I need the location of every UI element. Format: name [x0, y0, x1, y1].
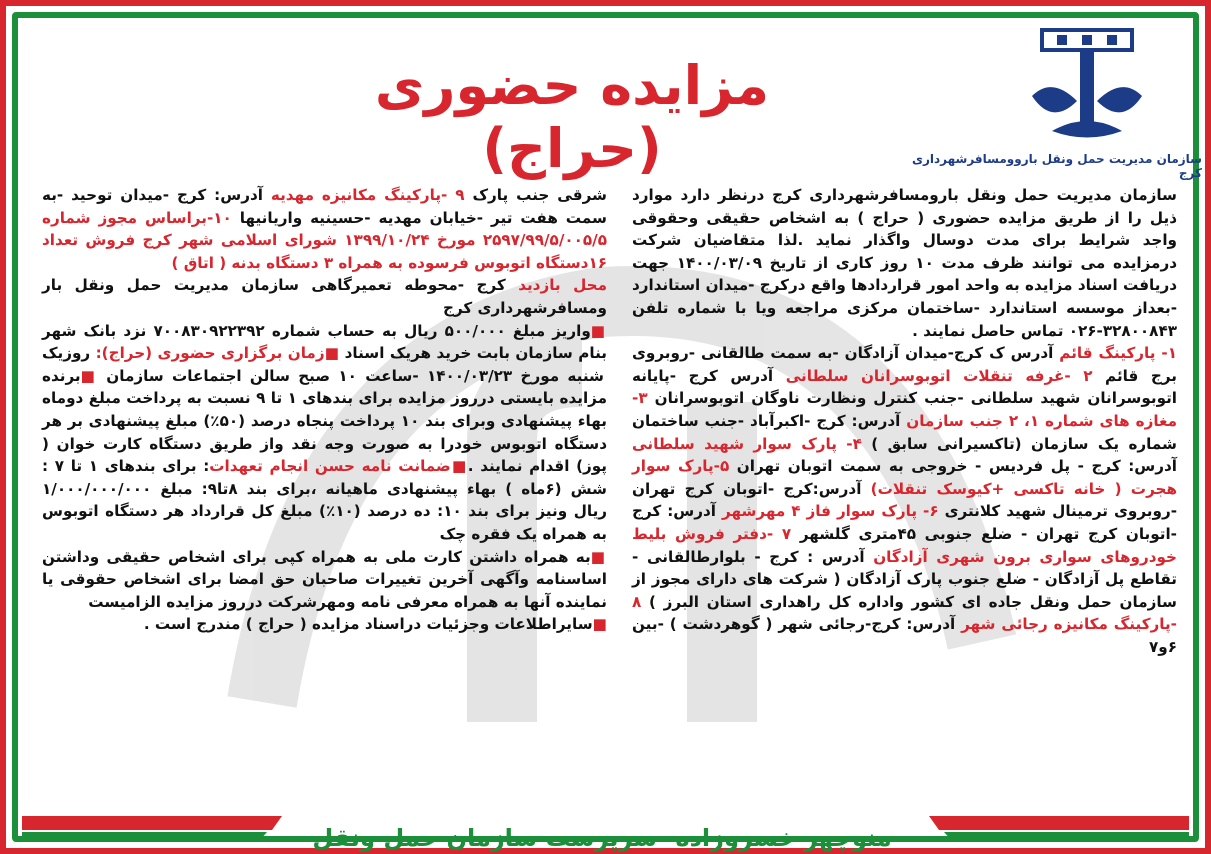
guarantee-text: : برای بندهای ۱ تا ۷ : شش (۶ماه ) بهاء پیشنهادی ماهیانه ،برای بند ۸تا۹: مبلغ ۱/۰۰۰/۰۰۰/۰۰۰ ریال ونیز برای بند ۱۰: ده درصد (۱۰٪) مبلغ کل قرارداد هر دستگاه اتوبوس به همراه یک فقره چک [42, 457, 608, 543]
time-title: زمان برگزاری حضوری (حراج): [95, 344, 325, 363]
bullet-icon: ■ [592, 615, 607, 634]
item-4-title: ۴- پارک سوار شهید سلطانی [632, 434, 862, 453]
footer-swoosh-left-icon [22, 812, 282, 842]
org-logo-icon [1022, 26, 1152, 146]
left-column [42, 184, 607, 636]
item-10-text: ۱۰-براساس مجوز شماره ۲۵۹۷/۹۹/۵/۰۰۵/۵ مورخ ۱۳۹۹/۱۰/۲۴ شورای اسلامی شهر کرج فروش تعداد ۱۶دستگاه اتوبوس فرسوده به همراه ۳ دستگاه بدنه ( اتاق ) [42, 208, 607, 272]
other-paragraph [42, 613, 607, 636]
time-text: روزیک شنبه مورخ ۱۴۰۰/۰۳/۲۳ -ساعت ۱۰ صبح سالن اجتماعات سازمان [42, 344, 604, 385]
notice-paper [22, 22, 1202, 852]
deposit-text: واریز مبلغ ۵۰۰/۰۰۰ ریال به حساب شماره ۷۰۰۸۳۰۹۲۲۳۹۲ نزد بانک شهر بنام سازمان بابت خرید هریک اسناد [42, 321, 607, 363]
item-7-text: آدرس : کرج - بلوارطالقانی - تقاطع پل آزادگان - ضلع جنوب پارک آزادگان ( شرکت های دارای مجوز از سازمان حمل ونقل جاده ای کشور واداره کل راهداری استان البرز ) [632, 547, 1177, 611]
visit-title: محل بازدید [518, 276, 607, 295]
guarantee-title: ضمانت نامه حسن انجام تعهدات [209, 457, 451, 476]
bullet-icon: ■ [80, 366, 98, 385]
bullet-icon: ■ [450, 457, 468, 476]
id-paragraph [42, 546, 607, 614]
item-4-text: آدرس: کرج - پل فردیس - خروجی به سمت اتوبان تهران [729, 457, 1177, 476]
item-5-title: ۵-پارک سوار هجرت ( خانه تاکسی +کیوسک تنقلات) [632, 457, 1177, 498]
item-1-title: ۱- پارکینگ قائم [1059, 344, 1177, 363]
footer-swoosh-right-icon [929, 812, 1189, 842]
intro-text: سازمان مدیریت حمل ونقل بارومسافرشهرداری کرج درنظر دارد موارد ذیل را از طریق مزایده حضوری ( حراج ) به اشخاص حقیقی وحقوقی واجد شرایط برای مدت دوسال واگذار نماید .لذا متقاضیان شرکت درمزایده می توانند ظرف مدت ۱۰ روز کاری از تاریخ ۱۴۰۰/۰۳/۰۹ جهت دریافت اسناد مزایده به واحد امور قراردادها واقع درکرج -میدان استاندارد -بعداز موسسه استاندارد -ساختمان مرکزی مراجعه ویا با شماره تلفن ۳۲۸۰۰۸۴۳-۰۲۶ تماس حاصل نمایند . [632, 186, 1177, 340]
item-6-text: آدرس: کرج -اتوبان کرج تهران - ضلع جنوبی ۴۵متری گلشهر [632, 502, 1177, 543]
item-3-text: آدرس: کرج -اکبرآباد -جنب ساختمان شماره یک سازمان (تاکسیرانی سابق ) [632, 411, 1177, 453]
footer-signature: منوچهر خسروزاده -سرپرست سازمان حمل ونقل [312, 824, 892, 852]
item-3-title: ۳-مغازه های شماره ۱، ۲ جنب سازمان [632, 389, 1178, 430]
item-2-text: آدرس کرج -پایانه اتوبوسرانان شهید سلطانی -جنب کنترل ونظارت ناوگان اتوبوسرانان [632, 366, 1177, 408]
winner-text: برنده مزایده بایستی درروز مزایده برای بندهای ۱ تا ۹ نسبت به پرداخت مبلغ دوماه بهاء پیشنهادی وبرای بند ۱۰ پرداخت پنجاه درصد (۵۰٪) مبلغ پیشنهادی بر هر دستگاه اتوبوس خودرا به صورت وجه نقد واز طریق دستگاه کارت خوان ( پوز) اقدام نمایند . [42, 366, 608, 476]
item-9-text: آدرس: کرج -میدان توحید -به سمت هفت تیر -خیابان مهدیه -حسینیه واریانیها [42, 186, 607, 227]
items-paragraph [632, 342, 1177, 658]
item-8-continued: شرقی جنب پارک [464, 186, 607, 204]
other-text: سایراطلاعات وجزئیات دراسناد مزایده ( حراج ) مندرج است . [143, 615, 593, 634]
item-9-title: ۹ -پارکینگ مکانیزه مهدیه [270, 186, 465, 204]
item-8-title: ۸ -پارکینگ مکانیزه رجائی شهر [632, 592, 1177, 634]
org-name: سازمان مدیریت حمل ونقل باروومسافرشهرداری کرج [911, 152, 1202, 180]
bullet-icon: ■ [590, 321, 607, 340]
item-5-text: آدرس:کرج -اتوبان کرج تهران -روبروی ترمینال شهید کلانتری [632, 479, 1177, 521]
item-7-title: ۷ -دفتر فروش بلیط خودروهای سواری برون شهری آزادگان [632, 524, 1177, 566]
intro-paragraph [632, 184, 1177, 342]
notice-title: مزایده حضوری (حراج) [374, 54, 770, 180]
right-column [632, 184, 1177, 658]
item-8-text: آدرس: کرج-رجائی شهر ( گوهردشت ) -بین ۶و۷ [632, 615, 1177, 656]
item-1-text: آدرس ک کرج-میدان آزادگان -به سمت طالقانی -روبروی برج قائم [632, 344, 1177, 385]
bullet-icon: ■ [590, 547, 607, 566]
visit-text: کرج -محوطه تعمیرگاهی سازمان مدیریت حمل ونقل بار ومسافرشهرداری کرج [42, 276, 607, 317]
item-2-title: ۲ -غرفه تنقلات اتوبوسرانان سلطانی [785, 366, 1093, 385]
id-text: به همراه داشتن کارت ملی به همراه کپی برای اشخاص حقیقی وداشتن اساسنامه وآگهی آخرین تغییرات صاحبان حق امضا برای اشخاص حقوقی یا نماینده آنها به همراه معرفی نامه ومهرشرکت درروز مزایده الزامیست [42, 547, 607, 611]
visit-paragraph [42, 274, 607, 319]
deposit-paragraph [42, 320, 607, 546]
items-cont-paragraph [42, 184, 607, 274]
bullet-icon: ■ [324, 344, 340, 363]
item-6-title: ۶- پارک سوار فاز ۴ مهرشهر [722, 502, 939, 521]
